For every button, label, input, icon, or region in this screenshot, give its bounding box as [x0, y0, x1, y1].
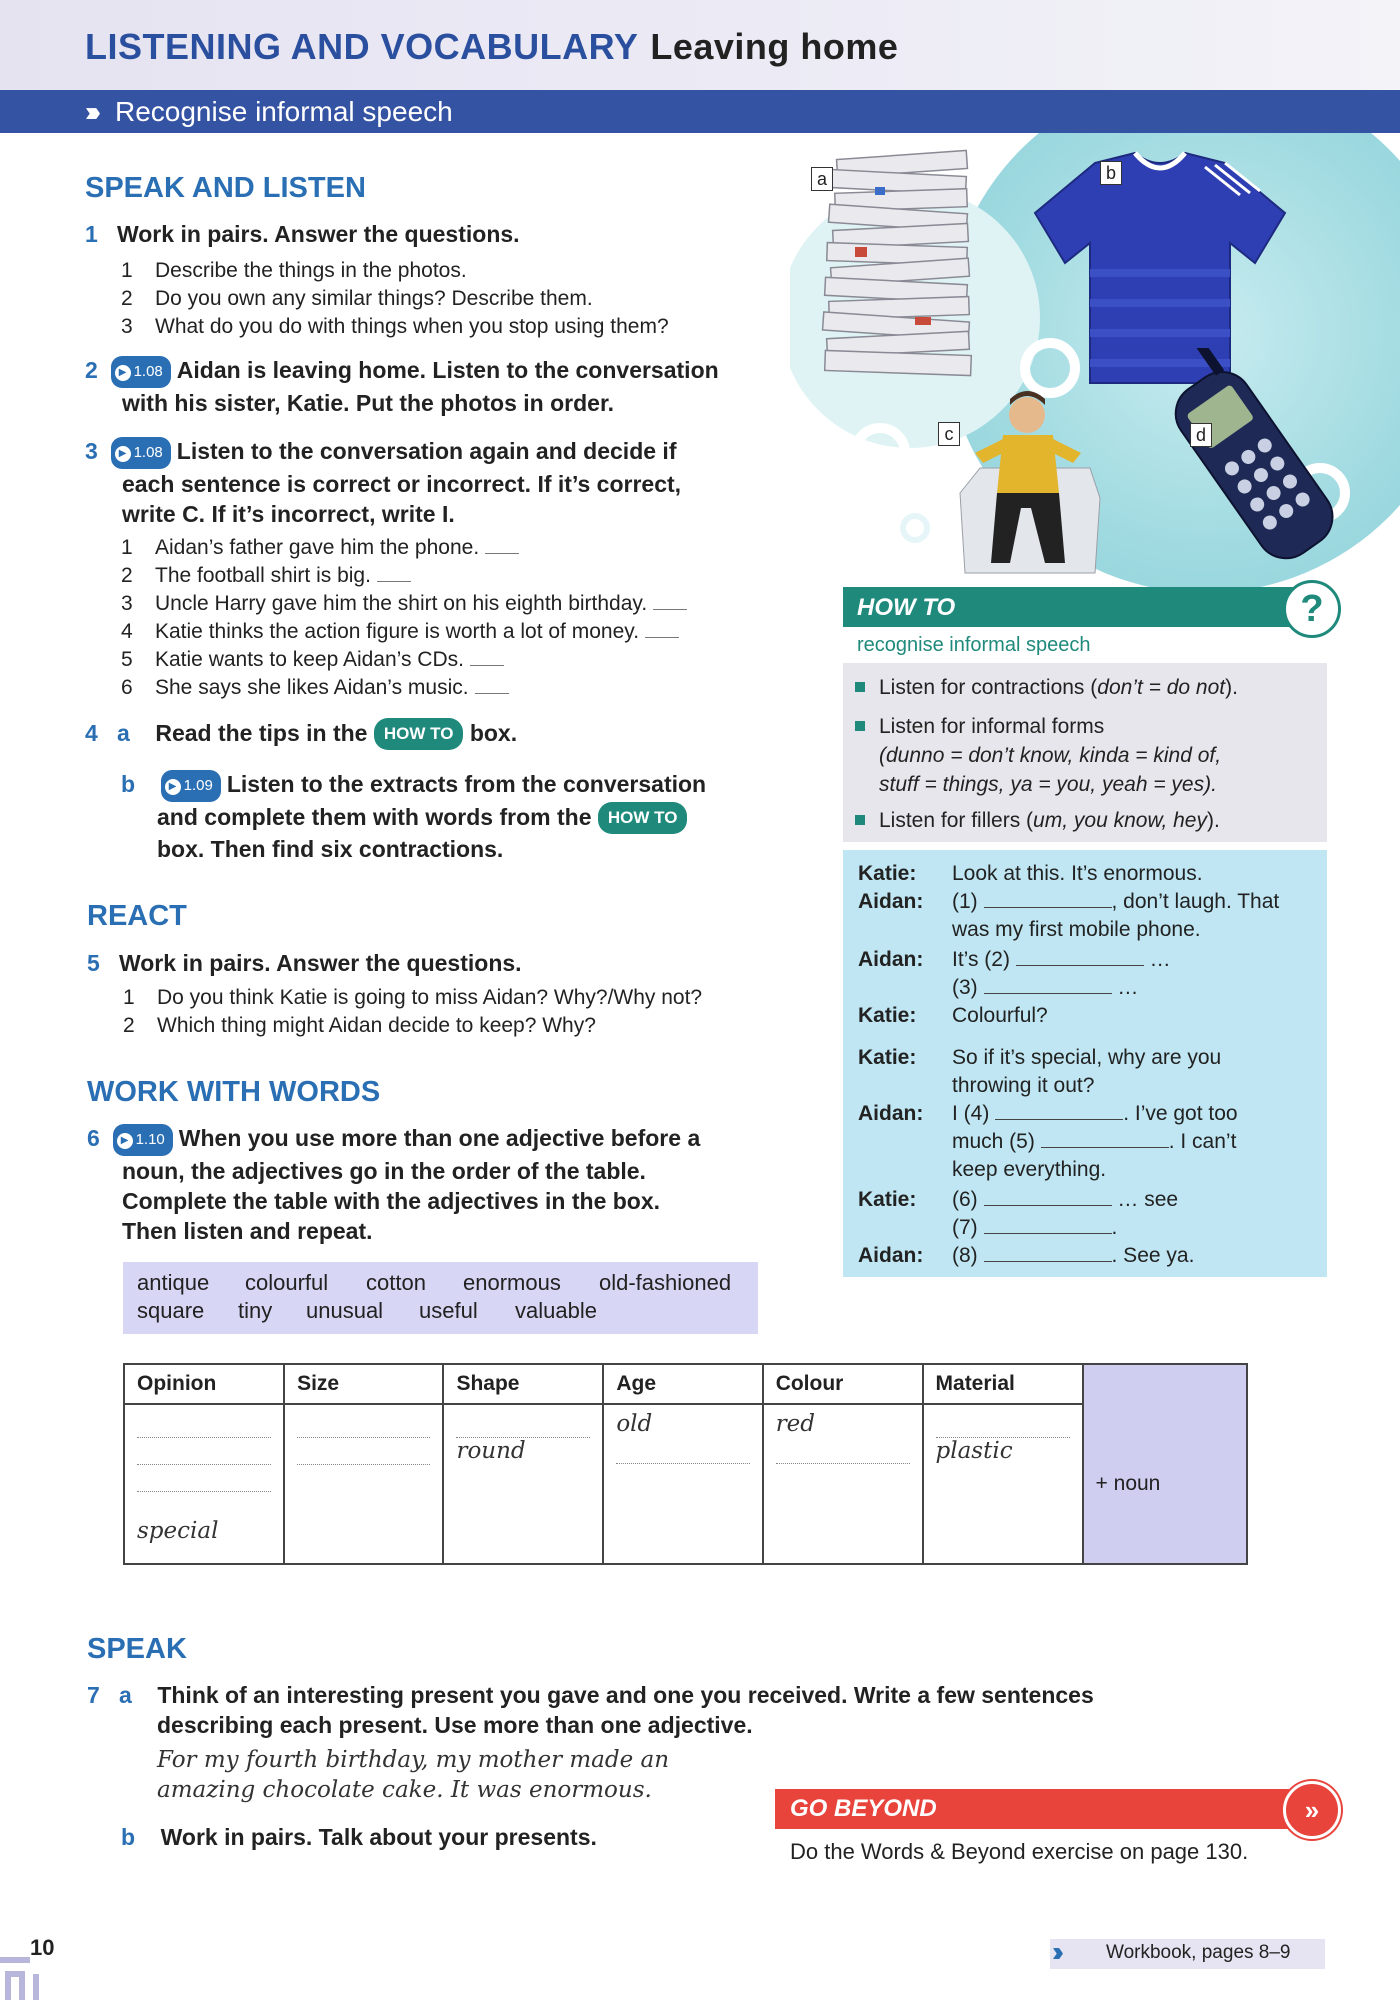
audio-track-badge[interactable]: ▶ 1.09: [161, 770, 221, 802]
dialogue-line: Aidan: (8) . See ya.: [858, 1244, 1195, 1267]
example-text: For my fourth birthday, my mother made an amazing chocolate cake. It was enormous.: [157, 1747, 670, 1803]
answer-blank: [995, 1119, 1123, 1120]
colour-cell[interactable]: [763, 1404, 923, 1564]
adjective: valuable: [515, 1298, 597, 1323]
example-word: plastic: [935, 1438, 1013, 1464]
double-chevron-icon: »: [1283, 1781, 1341, 1839]
answer-blank: [984, 1261, 1112, 1262]
list-item: 5 Katie wants to keep Aidan’s CDs.: [121, 646, 687, 674]
bullet-icon: [855, 721, 865, 731]
tip-item: Listen for contractions (don’t = do not).: [855, 673, 1238, 702]
section-heading: REACT: [87, 900, 187, 932]
question-4b: b ▶ 1.09 Listen to the extracts from the conversation and complete them with words from the HOW TO box. Then find six contractions.: [121, 771, 707, 862]
adjective: antique: [137, 1270, 210, 1295]
table-header: Age: [603, 1364, 762, 1404]
adjective: cotton: [366, 1270, 426, 1295]
table-header: Size: [284, 1364, 443, 1404]
page-title: LISTENING AND VOCABULARY Leaving home: [85, 26, 899, 67]
example-word: round: [456, 1438, 526, 1464]
q1-list: [121, 257, 669, 341]
list-item: 2 Do you own any similar things? Describe them.: [121, 287, 593, 310]
adjective: colourful: [245, 1270, 329, 1295]
opinion-cell[interactable]: [124, 1404, 284, 1564]
bullet-icon: [855, 682, 865, 692]
answer-blank: [984, 907, 1112, 908]
photo-label: d: [1190, 423, 1212, 447]
table-header-noun: [1083, 1364, 1247, 1404]
question-1: 1 Work in pairs. Answer the questions.: [85, 221, 520, 247]
photo-label: a: [811, 167, 833, 191]
list-item: 1 Aidan’s father gave him the phone.: [121, 534, 687, 562]
adjective: square: [137, 1298, 205, 1323]
audio-track-badge[interactable]: ▶ 1.08: [111, 356, 171, 388]
list-item: 2 The football shirt is big.: [121, 562, 687, 590]
age-cell[interactable]: [603, 1404, 762, 1564]
dialogue-line: Katie: (6) … see (7) .: [858, 1188, 1179, 1239]
question-mark-icon: ?: [1283, 580, 1341, 638]
audio-track-badge[interactable]: ▶ 1.10: [113, 1124, 173, 1156]
cd-stack: [815, 147, 1005, 397]
photo-label: c: [938, 422, 960, 446]
go-beyond-text: Do the Words & Beyond exercise on page 130.: [790, 1839, 1249, 1864]
adjective-box: [123, 1262, 758, 1334]
tip-item: Listen for informal forms (dunno = don’t know, kinda = kind of, stuff = things, ya = you, yeah = yes).: [855, 712, 1221, 799]
howto-tips: [843, 663, 1327, 842]
example-word: special: [137, 1518, 219, 1544]
table-header: Material: [923, 1364, 1083, 1404]
audio-track-badge[interactable]: ▶ 1.08: [111, 437, 171, 469]
size-cell[interactable]: [284, 1404, 443, 1564]
question-6: 6 ▶ 1.10 When you use more than one adjective before a noun, the adjectives go in the order of the table. Complete the table with the adjectives in the box. Then listen and repeat.: [87, 1125, 701, 1244]
adjective-order-table: [123, 1363, 1248, 1565]
answer-blank: [1041, 1147, 1169, 1148]
list-item: 2 Which thing might Aidan decide to keep? Why?: [123, 1014, 596, 1037]
table-header: Shape: [443, 1364, 603, 1404]
photo-label: b: [1100, 161, 1122, 185]
question-7a: 7 a Think of an interesting present you gave and one you received. Write a few sentences describing each present. Use more than one adjective.: [87, 1682, 1094, 1738]
bullet-icon: [855, 815, 865, 825]
example-word: old: [616, 1411, 653, 1437]
photo-collage: [790, 133, 1400, 590]
section-heading: SPEAK: [87, 1633, 187, 1665]
table-header: Colour: [763, 1364, 923, 1404]
question-4a: 4 a Read the tips in the HOW TO box.: [85, 718, 517, 750]
answer-blank: [1016, 965, 1144, 966]
dialogue-line: Katie: Colourful?: [858, 1004, 1048, 1027]
action-figure: [955, 373, 1105, 583]
question-2: 2 ▶ 1.08 Aidan is leaving home. Listen to the conversation with his sister, Katie. Put the photos in order.: [85, 357, 719, 416]
answer-blank: [984, 993, 1112, 994]
list-item: 6 She says she likes Aidan’s music.: [121, 674, 687, 702]
material-cell[interactable]: [923, 1404, 1083, 1564]
dialogue-line: Aidan: It’s (2) … (3) …: [858, 948, 1171, 999]
list-item: 3 What do you do with things when you stop using them?: [121, 315, 669, 338]
page-subtitle: Leaving home: [650, 26, 899, 67]
question-7b: b Work in pairs. Talk about your presents.: [121, 1824, 597, 1850]
question-3: 3 ▶ 1.08 Listen to the conversation again and decide if each sentence is correct or incorrect. If it’s correct, write C. If it’s incorrect, write I.: [85, 438, 682, 527]
list-item: 1 Describe the things in the photos.: [121, 259, 467, 282]
list-item: 1 Do you think Katie is going to miss Aidan? Why?/Why not?: [123, 986, 703, 1009]
dialogue-box: [843, 850, 1327, 1277]
section-heading: WORK WITH WORDS: [87, 1076, 381, 1108]
go-beyond-title: GO BEYOND: [790, 1795, 937, 1822]
adjective: tiny: [238, 1298, 273, 1323]
howto-title: HOW TO: [857, 594, 956, 621]
page-number: 10: [30, 1935, 55, 1960]
adjective: enormous: [463, 1270, 561, 1295]
adjective: old-fashioned: [599, 1270, 732, 1295]
q3-list: [121, 534, 687, 702]
section-heading: SPEAK AND LISTEN: [85, 172, 366, 204]
dialogue-line: Aidan: I (4) . I’ve got too much (5) . I can’t keep everything.: [858, 1102, 1238, 1181]
mobile-phone: [1135, 348, 1365, 578]
play-icon: ▶: [165, 779, 181, 795]
list-item: 3 Uncle Harry gave him the shirt on his eighth birthday.: [121, 590, 687, 618]
play-icon: ▶: [115, 365, 131, 381]
workbook-reference: Workbook, pages 8–9: [1106, 1942, 1291, 1963]
howto-subtitle: recognise informal speech: [857, 634, 1091, 656]
howto-pill: HOW TO: [598, 802, 688, 834]
dialogue-line: Katie: So if it’s special, why are you throwing it out?: [858, 1046, 1222, 1097]
adjective: unusual: [306, 1298, 384, 1323]
play-icon: ▶: [115, 446, 131, 462]
noun-cell: + noun: [1083, 1404, 1247, 1564]
banner: ››› Recognise informal speech: [85, 96, 453, 127]
play-icon: ▶: [117, 1133, 133, 1149]
question-5: 5 Work in pairs. Answer the questions.: [87, 950, 522, 976]
adjective: useful: [419, 1298, 478, 1323]
tip-item: Listen for fillers (um, you know, hey).: [855, 806, 1220, 835]
howto-pill: HOW TO: [374, 718, 464, 750]
dialogue-line: Aidan: (1) , don’t laugh. That was my first mobile phone.: [858, 890, 1280, 941]
example-word: red: [775, 1411, 816, 1437]
dialogue-line: Katie: Look at this. It’s enormous.: [858, 862, 1203, 885]
q5-list: [123, 984, 702, 1040]
answer-blank: [984, 1233, 1112, 1234]
answer-blank: [984, 1205, 1112, 1206]
list-item: 4 Katie thinks the action figure is worth a lot of money.: [121, 618, 687, 646]
shape-cell[interactable]: [443, 1404, 603, 1564]
chevrons-icon: ›››: [1052, 1936, 1056, 1967]
chevrons-icon: ›››: [85, 96, 95, 127]
table-header: Opinion: [124, 1364, 284, 1404]
